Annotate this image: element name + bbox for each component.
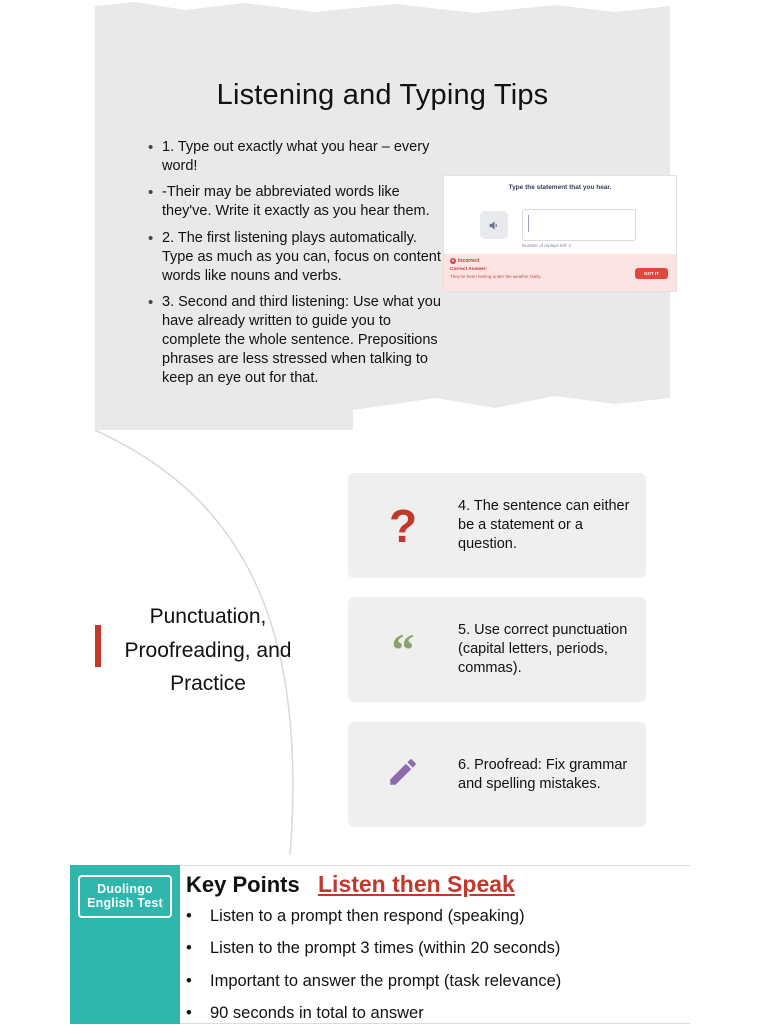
list-item-text: 1. Type out exactly what you hear – every word! — [162, 139, 430, 175]
bullet-dot-icon: • — [148, 139, 154, 156]
quotation-mark-icon: “ — [391, 623, 415, 675]
list-item — [186, 905, 686, 927]
section-accent-bar — [95, 625, 101, 667]
list-item-text: -Their may be abbreviated words like they've. Write it exactly as you hear them. — [162, 184, 430, 220]
tips-bullet-list — [148, 138, 448, 396]
bullet-dot-icon: • — [186, 971, 192, 990]
screenshot-got-it-button: GOT IT — [635, 268, 668, 279]
bullet-dot-icon: • — [186, 1003, 192, 1022]
tip-card — [348, 722, 646, 827]
list-item — [186, 970, 686, 992]
list-item — [186, 937, 686, 959]
tip-card-text: 4. The sentence can either be a statement or a question. — [458, 498, 630, 552]
screenshot-incorrect-label — [450, 258, 479, 264]
screenshot-prompt-text: Type the statement that you hear. — [508, 184, 612, 191]
speaker-icon — [480, 211, 508, 239]
list-item — [148, 229, 448, 286]
tip-card-text: 6. Proofread: Fix grammar and spelling mistakes. — [458, 756, 628, 792]
logo-line-2: English Test — [87, 896, 163, 911]
list-item-text: Important to answer the prompt (task relevance) — [210, 971, 562, 990]
tip-card-text: 5. Use correct punctuation (capital letters, periods, commas). — [458, 622, 628, 676]
list-item-text: 3. Second and third listening: Use what you have already written to guide you to complete the whole sentence. Prepositions phrases are less stressed when talking to keep an eye out for that. — [162, 293, 441, 387]
list-item-text: 90 seconds in total to answer — [210, 1003, 424, 1022]
list-item-text: 2. The first listening plays automatically. Type as much as you can, focus on content words like nouns and verbs. — [162, 229, 441, 284]
screenshot-correct-answer-text: They've been feeling under the weather lately. — [450, 274, 542, 279]
list-item-text: Listen to a prompt then respond (speaking) — [210, 907, 525, 925]
bullet-dot-icon: • — [148, 293, 154, 311]
screenshot-correct-answer-label: Correct Answer: — [450, 267, 488, 272]
list-item-text: Listen to the prompt 3 times (within 20 seconds) — [210, 939, 561, 958]
bullet-dot-icon: • — [148, 184, 154, 202]
question-mark-icon: ? — [388, 499, 418, 552]
screenshot-answer-input — [522, 209, 636, 241]
list-item — [148, 183, 448, 221]
tip-card — [348, 473, 646, 578]
logo-line-1: Duolingo — [97, 882, 153, 896]
section-title: Punctuation, Proofreading, and Practice — [124, 605, 292, 696]
bullet-dot-icon: • — [186, 907, 192, 925]
error-icon: ✕ — [451, 258, 455, 263]
incorrect-text: Incorrect — [458, 258, 480, 264]
tip-card — [348, 597, 646, 702]
page-title: Listening and Typing Tips — [216, 79, 549, 112]
duolingo-question-screenshot — [443, 175, 677, 292]
key-points-list — [186, 905, 686, 1034]
pencil-icon — [348, 755, 458, 795]
screenshot-replays-text: Number of replays left: 2 — [522, 243, 572, 248]
key-points-subtitle: Listen then Speak — [318, 871, 515, 897]
text-caret — [528, 215, 529, 232]
list-item — [148, 293, 448, 389]
bullet-dot-icon: • — [186, 939, 192, 958]
duolingo-english-test-logo — [70, 865, 180, 1024]
logo-text-box — [78, 875, 172, 918]
list-item — [148, 138, 448, 176]
key-points-label: Key Points — [186, 872, 300, 897]
bullet-dot-icon: • — [148, 229, 154, 247]
list-item — [186, 1002, 686, 1024]
